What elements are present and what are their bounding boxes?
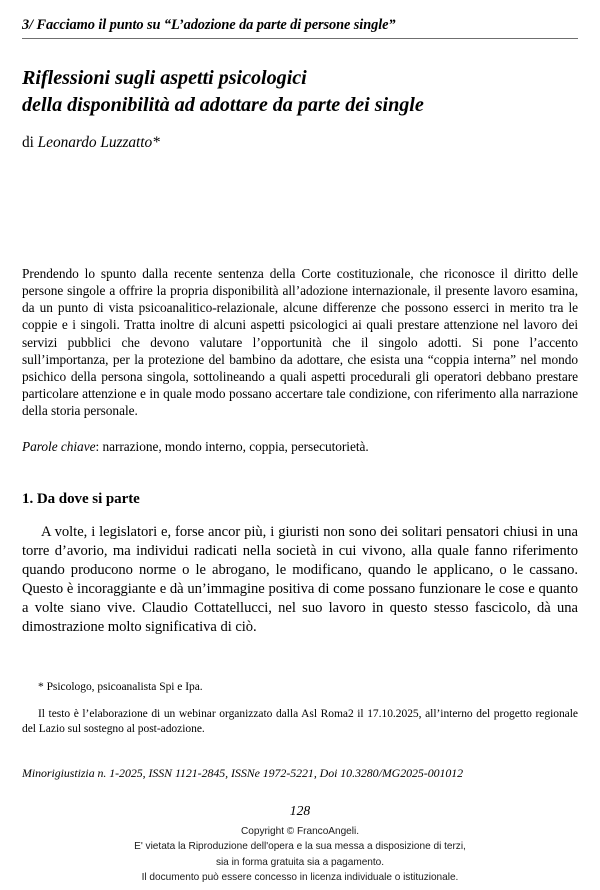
page-content <box>22 0 578 819</box>
copyright-line-4: Il documento può essere concesso in licenza individuale o istituzionale. <box>141 871 459 883</box>
keywords-line <box>22 438 578 455</box>
keywords-separator: : <box>95 438 103 454</box>
copyright-line-2: E' vietata la Riproduzione dell'opera e la sua messa a disposizione di terzi, <box>134 841 466 853</box>
keywords-terms: narrazione, mondo interno, coppia, persecutorietà. <box>102 438 369 454</box>
footnote-source-note: Il testo è l’elaborazione di un webinar organizzato dalla Asl Roma2 il 17.10.2025, all’interno del progetto regionale del Lazio sul sostegno al post-adozione. <box>22 707 578 735</box>
article-title-line-2: della disponibilità ad adottare da parte dei single <box>22 94 424 117</box>
footnote-author-affiliation: * Psicologo, psicoanalista Spi e Ipa. <box>38 681 203 694</box>
page-number: 128 <box>289 802 311 818</box>
footnotes-block <box>22 680 578 736</box>
copyright-notice <box>0 824 600 885</box>
section-heading: 1. Da dove si parte <box>22 491 140 508</box>
article-title-line-1: Riflessioni sugli aspetti psicologici <box>22 67 307 89</box>
copyright-line-3: sia in forma gratuita sia a pagamento. <box>215 856 385 868</box>
article-title <box>22 65 578 119</box>
abstract-text: Prendendo lo spunto dalla recente sentenza della Corte costituzionale, che riconosce il diritto delle persone singole a offrire la propria disponibilità all’adozione internazionale, il presente lavoro esamina, da un punto di vista psicoanalitico-relazionale, alcune differenze che possono esserci in merito tra le coppie e i singoli. Tratta inoltre di alcuni aspetti psicologici ai quali prestare attenzione nel lavoro dei servizi pubblici che devono valutare l’opportunità che il singolo adotti. Si pone l’accento sull’importanza, per la protezione del bambino da adottare, che esista una “coppia interna” nel mondo psichico della persona singola, sottolineando a quali aspetti procedurali gli operatori debbano prestare particolare attenzione e in quale modo possano accertare tale condizione, con riferimento alla narrazione della storia personale. <box>22 266 578 418</box>
running-head: 3/ Facciamo il punto su “L’adozione da parte di persone single” <box>22 17 396 33</box>
byline <box>22 134 578 152</box>
header-rule <box>22 38 578 39</box>
section-paragraph: A volte, i legislatori e, forse ancor più, i giuristi non sono dei solitari pensatori chiusi in una torre d’avorio, ma individui radicati nella società in cui vivono, alla quale fanno riferimento quando producono norme o le abrogano, le modificano, quando le applicano, o le cassano. Questo è incoraggiante e dà un’immagine positiva di come possano funzionare le cose e quanto a volte siano vive. Claudio Cottatellucci, nel suo lavoro in questo stesso fascicolo, dà una dimostrazione molto significativa di ciò. <box>22 524 578 635</box>
copyright-line-1: Copyright © FrancoAngeli. <box>240 826 360 837</box>
journal-citation-line: Minorigiustizia n. 1-2025, ISSN 1121-2845, ISSNe 1972-5221, Doi 10.3280/MG2025-001012 <box>22 765 464 780</box>
byline-prefix: di <box>22 134 38 152</box>
byline-author: Leonardo Luzzatto* <box>37 134 160 152</box>
keywords-label: Parole chiave <box>22 438 96 454</box>
